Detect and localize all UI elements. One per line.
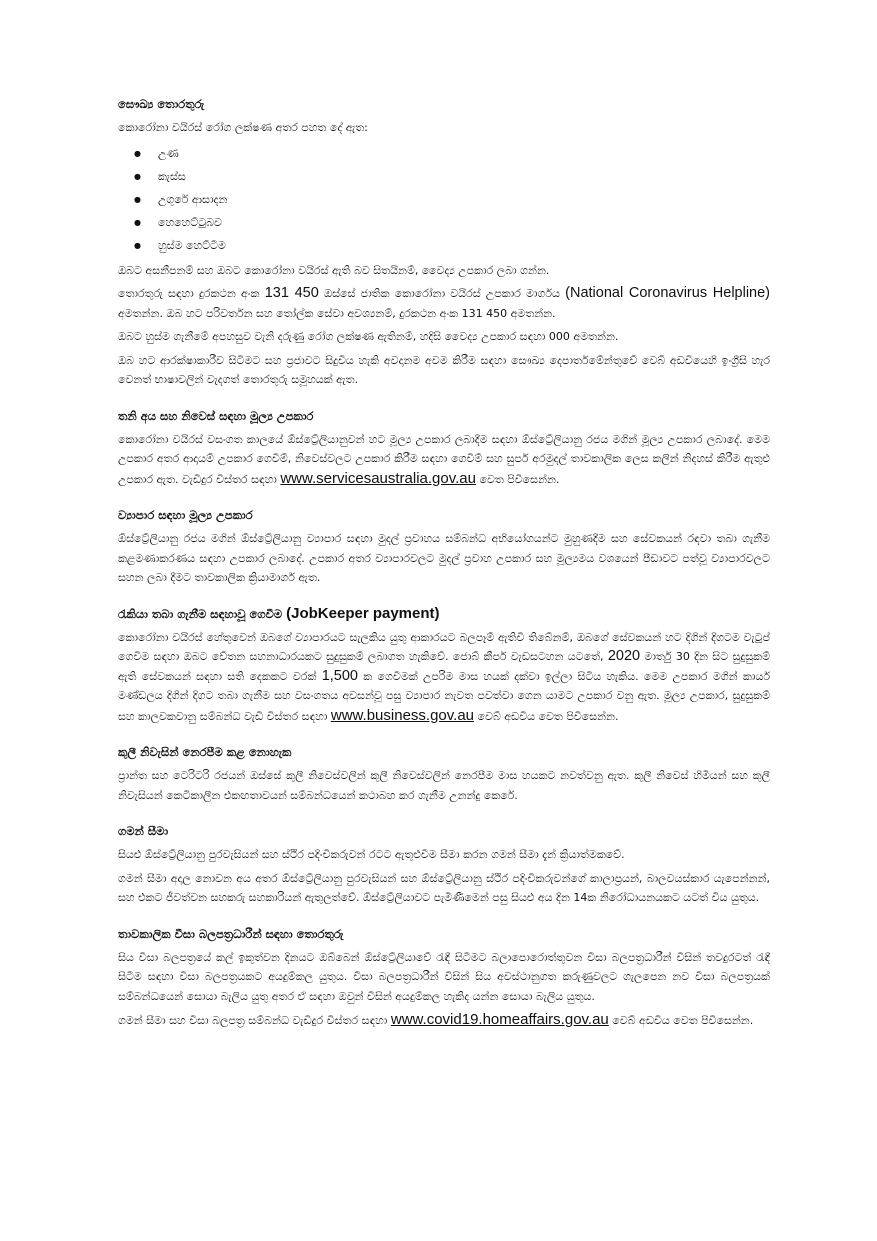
health-para-3: ඔබට හුස්ම ගැනීමේ අපහසුව වැනි දරුණු රෝග ලක්ෂණ ඇතිනම්, හදිසි වෛද්‍ය උපකාර සඳහා 000 අමතන්න.	[118, 330, 619, 343]
section-eviction	[118, 744, 770, 805]
amount: 1,500	[321, 667, 358, 684]
homeaffairs-link[interactable]: www.covid19.homeaffairs.gov.au	[390, 1011, 609, 1028]
text: වෙබ් අඩවිය වෙත පිවිසෙන්න.	[474, 709, 619, 723]
section-individuals	[118, 408, 770, 490]
services-australia-link[interactable]: www.servicesaustralia.gov.au	[280, 469, 476, 487]
eviction-para: ප්‍රාන්ත සහ ටෙරිටරි රජයන් ඔස්සේ කුලී නිවෙස්වලින් කුලී නිවෙස්වලින් නෙරපීම මාස හයකට නවත්වනු ඇත. කුලී නිවෙස් හිමියන් සහ කුලී නිවැසියන් කෙටිකාලීන එකඟතාවයන් සම්බන්ධයෙන් කථාබහ කර ගැනීම උනන්දු කෙරේ.	[118, 769, 770, 802]
health-para-4: ඔබ හට ආරක්ෂාකාරීව සිටීමට සහ ප්‍රජාවට සිදුවිය හැකි අවදානම අවම කිරීම සඳහා සෞඛ්‍ය දෙපාර්තමේන්තුවේ වෙබ් අඩවියෙහි ඉංග්‍රීසි හැර වෙනත් භාෂාවලින් වැදගත් තොරතුරු සමූහයක් ඇත.	[118, 353, 770, 386]
document-page	[118, 96, 770, 1035]
business-para: ඕස්ට්‍රේලියානු රජය මගින් ඕස්ට්‍රේලියානු ව්‍යාපාර සඳහා මුදල් ප්‍රවාහය සම්බන්ධ අභියෝගයන්ට මුහුණදීම සහ සේවකයන් රඳවා තබා ගැනීම කළමණාකරණය සඳහා උපකාර ලබාදේ. උපකාර අතර ව්‍යාපාරවලට මුදල් ප්‍රවාහ උපකාර සහ මූල්‍යමය වශයෙන් පීඩාවට පත්වූ ව්‍යාපාරවලට සහන ලබා දීමට තාවකාලික ක්‍රියාමාර්ග ඇත.	[118, 532, 770, 584]
heading-travel: ගමන් සීමා	[118, 824, 169, 838]
year: 2020	[607, 648, 641, 664]
text: වෙත පිවිසෙන්න.	[475, 472, 560, 486]
heading-business: ව්‍යාපාර සඳහා මූල්‍ය උපකාර	[118, 508, 253, 522]
individuals-para	[118, 430, 770, 490]
text: රැකියා තබා ගැනීම සඳහාවූ ගෙවීම	[118, 606, 287, 621]
text: (JobKeeper payment)	[286, 604, 440, 622]
symptoms-intro: කොරෝනා වයිරස් රෝග ලක්ෂණ අතර පහත දේ ඇත:	[118, 121, 368, 134]
helpline-number: 131 450	[264, 285, 319, 301]
heading-health: සෞඛ්‍ය තොරතුරු	[118, 97, 205, 111]
text: ඔස්සේ ජාතික කොරෝනා වයිරස් උපකාර මාර්ගය	[318, 287, 566, 300]
travel-para-1: සියළු ඕස්ට්‍රේලියානු පුරවැසියන් සහ ස්ථිර පදිංචිකරුවන් රටට ඇතුළුවීම සීමා කරන ගමන් සීමා දැන් ක්‍රියාත්මකවේ.	[118, 848, 625, 861]
days: 14	[573, 891, 588, 904]
symptom-item: ● හුස්ම හෙට්ටීම	[118, 234, 770, 257]
text: වෙබ් අඩවිය වෙත පිවිසෙන්න.	[608, 1014, 754, 1027]
text: ගමන් සීමා සහ වීසා බලපත්‍ර සම්බන්ධ වැඩිදුර විස්තර සඳහා	[118, 1014, 391, 1027]
symptom-item: ● උණ	[118, 142, 770, 165]
heading-visa: තාවකාලික වීසා බලපත්‍රධාරීන් සඳහා තොරතුරු	[118, 926, 344, 941]
heading-individuals: තනි අය සහ නිවෙස් සඳහා මූල්‍ය උපකාර	[118, 408, 314, 423]
helpline-name: (National Coronavirus Helpline)	[565, 285, 771, 301]
section-visa	[118, 926, 770, 1031]
symptoms-list	[118, 142, 770, 257]
health-para-1: ඔබට අසනීපනම් සහ ඔබට කොරෝනා වයිරස් ඇති බව සිතයිනම්, වෛද්‍ය උපකාර ලබා ගන්න.	[118, 263, 550, 277]
text: කොරෝනා වයිරස් වසංගත කාලයේ ඕස්ට්‍රේලියානුවන් හට මූල්‍ය උපකාර ලබාදීම සඳහා ඕස්ට්‍රේලියානු රජය මගින් මූල්‍ය උපකාර ලබාදේ. මෙම උපකාර අතර ආදායම් උපකාර ගෙවීම්, නිවෙස්වලට උපකාර කිරීම සඳහා ගෙවීම් සහ සුපර් අරමුදල් තාවකාලික ලෙස කලින් නිදහස් කිරීම ඇතුළු උපකාර ඇත. වැඩිදුර විස්තර සඳහා	[118, 432, 770, 486]
section-health	[118, 96, 770, 390]
heading-jobkeeper	[118, 606, 770, 622]
text: තොරතුරු සඳහා දුරකථන අංක	[118, 287, 265, 300]
symptom-item: ● කැස්ස	[118, 165, 770, 188]
symptom-item: ● හෙහෙට්ටුබව	[118, 211, 770, 234]
section-travel	[118, 823, 770, 908]
text: ක ගෙවීමක් උපරිම මාස හයක් දක්වා ඉල්ලා සිටිය හැකිය. මෙම උපකාර මගින් කාර්ය මණ්ඩලය දිගින් දිගට තබා ගැනීම සහ වසංගතය අවසන්වූ පසු ව්‍යාපාර නැවත පවත්වා ගෙන යාමට උපකාර වනු ඇත. මූල්‍ය උපකාර, සුදුසුකම් සහ කාලවකවානු සම්බන්ධ වැඩි විස්තර සඳහා	[118, 669, 770, 723]
symptom-item: ● උගුරේ ආසාදන	[118, 188, 770, 211]
section-jobkeeper	[118, 606, 770, 727]
visa-para-2	[118, 1010, 770, 1031]
visa-para-1: සිය වීසා බලපත්‍රයේ කල් ඉකුත්වන දිනයට ඔබ්බෙන් ඕස්ට්‍රේලියාවේ රැඳී සිටීමට බලාපොරොත්තුවන වීසා බලපත්‍රධාරීන් විසින් තවදුරටත් රැඳී සිටීම සඳහා වීසා බලපත්‍රයකට අයදුම්කල යුතුය. වීසා බලපත්‍රධාරීන් විසින් සිය අවස්ථානුගත කරුණුවලට ගැලපෙන නව වීසා බලපත්‍රයක් සම්බන්ධයෙන් සොයා බැලිය යුතු අතර ඒ සඳහා ඔවුන් විසින් අයදුම්කල හැකිද යන්න සොයා බැලිය යුතුය.	[118, 950, 770, 1003]
jobkeeper-para	[118, 628, 770, 727]
travel-para-2	[118, 869, 770, 908]
health-para-2	[118, 284, 770, 323]
section-business	[118, 507, 770, 588]
text: මාර්තු 30 දින සිට සුදුසුකම් ඇති සේවකයන් සඳහා සති දෙකකට වරක්	[118, 650, 770, 683]
text: ගමන් සීමා අදාල නොවන අය අතර ඕස්ට්‍රේලියානු පුරවැසියන් සහ ඕස්ට්‍රේලියානු ස්ථිර පදිංචිකරුවන්ගේ කාලාප්‍රයන්, බාලවයස්කාර යැපෙන්නන්, සහ එකට ජීවත්වන සහකරු සහකාරියන් ඇතුලත්වේ. ඕස්ට්‍රේලියාවට පැමිණීමෙන් පසු සියළු අය දින	[118, 871, 770, 904]
heading-eviction: කුලී නිවැසින් නෙරපීම කළ නොහැක	[118, 745, 292, 759]
text: අමතන්න. ඔබ හට පරිවර්තන සහ තෝල්ක සේවා අවශ්‍යනම්, දුරකථන අංක 131 450 අමතන්න.	[118, 306, 556, 320]
business-gov-link[interactable]: www.business.gov.au	[330, 706, 475, 724]
text: ක නිරෝධායනයකට යටත් විය යුතුය.	[587, 891, 760, 904]
text: කොරෝනා වයිරස් හේතුවෙන් ඔබගේ ව්‍යාපාරයට සැලකිය යුතු ආකාරයට බලපෑම් ඇතිවී තිබේනම්, ඔබගේ සේවකයන් හට දිගින් දිගටම වැටුප් ගෙවීම සඳහා ඔබට වේතන සහනාධාරයකට සුදුසුකම් ලබාගත හැකිවේ. ජොබ් කීපර් වැඩසටහන යටතේ,	[118, 630, 770, 663]
